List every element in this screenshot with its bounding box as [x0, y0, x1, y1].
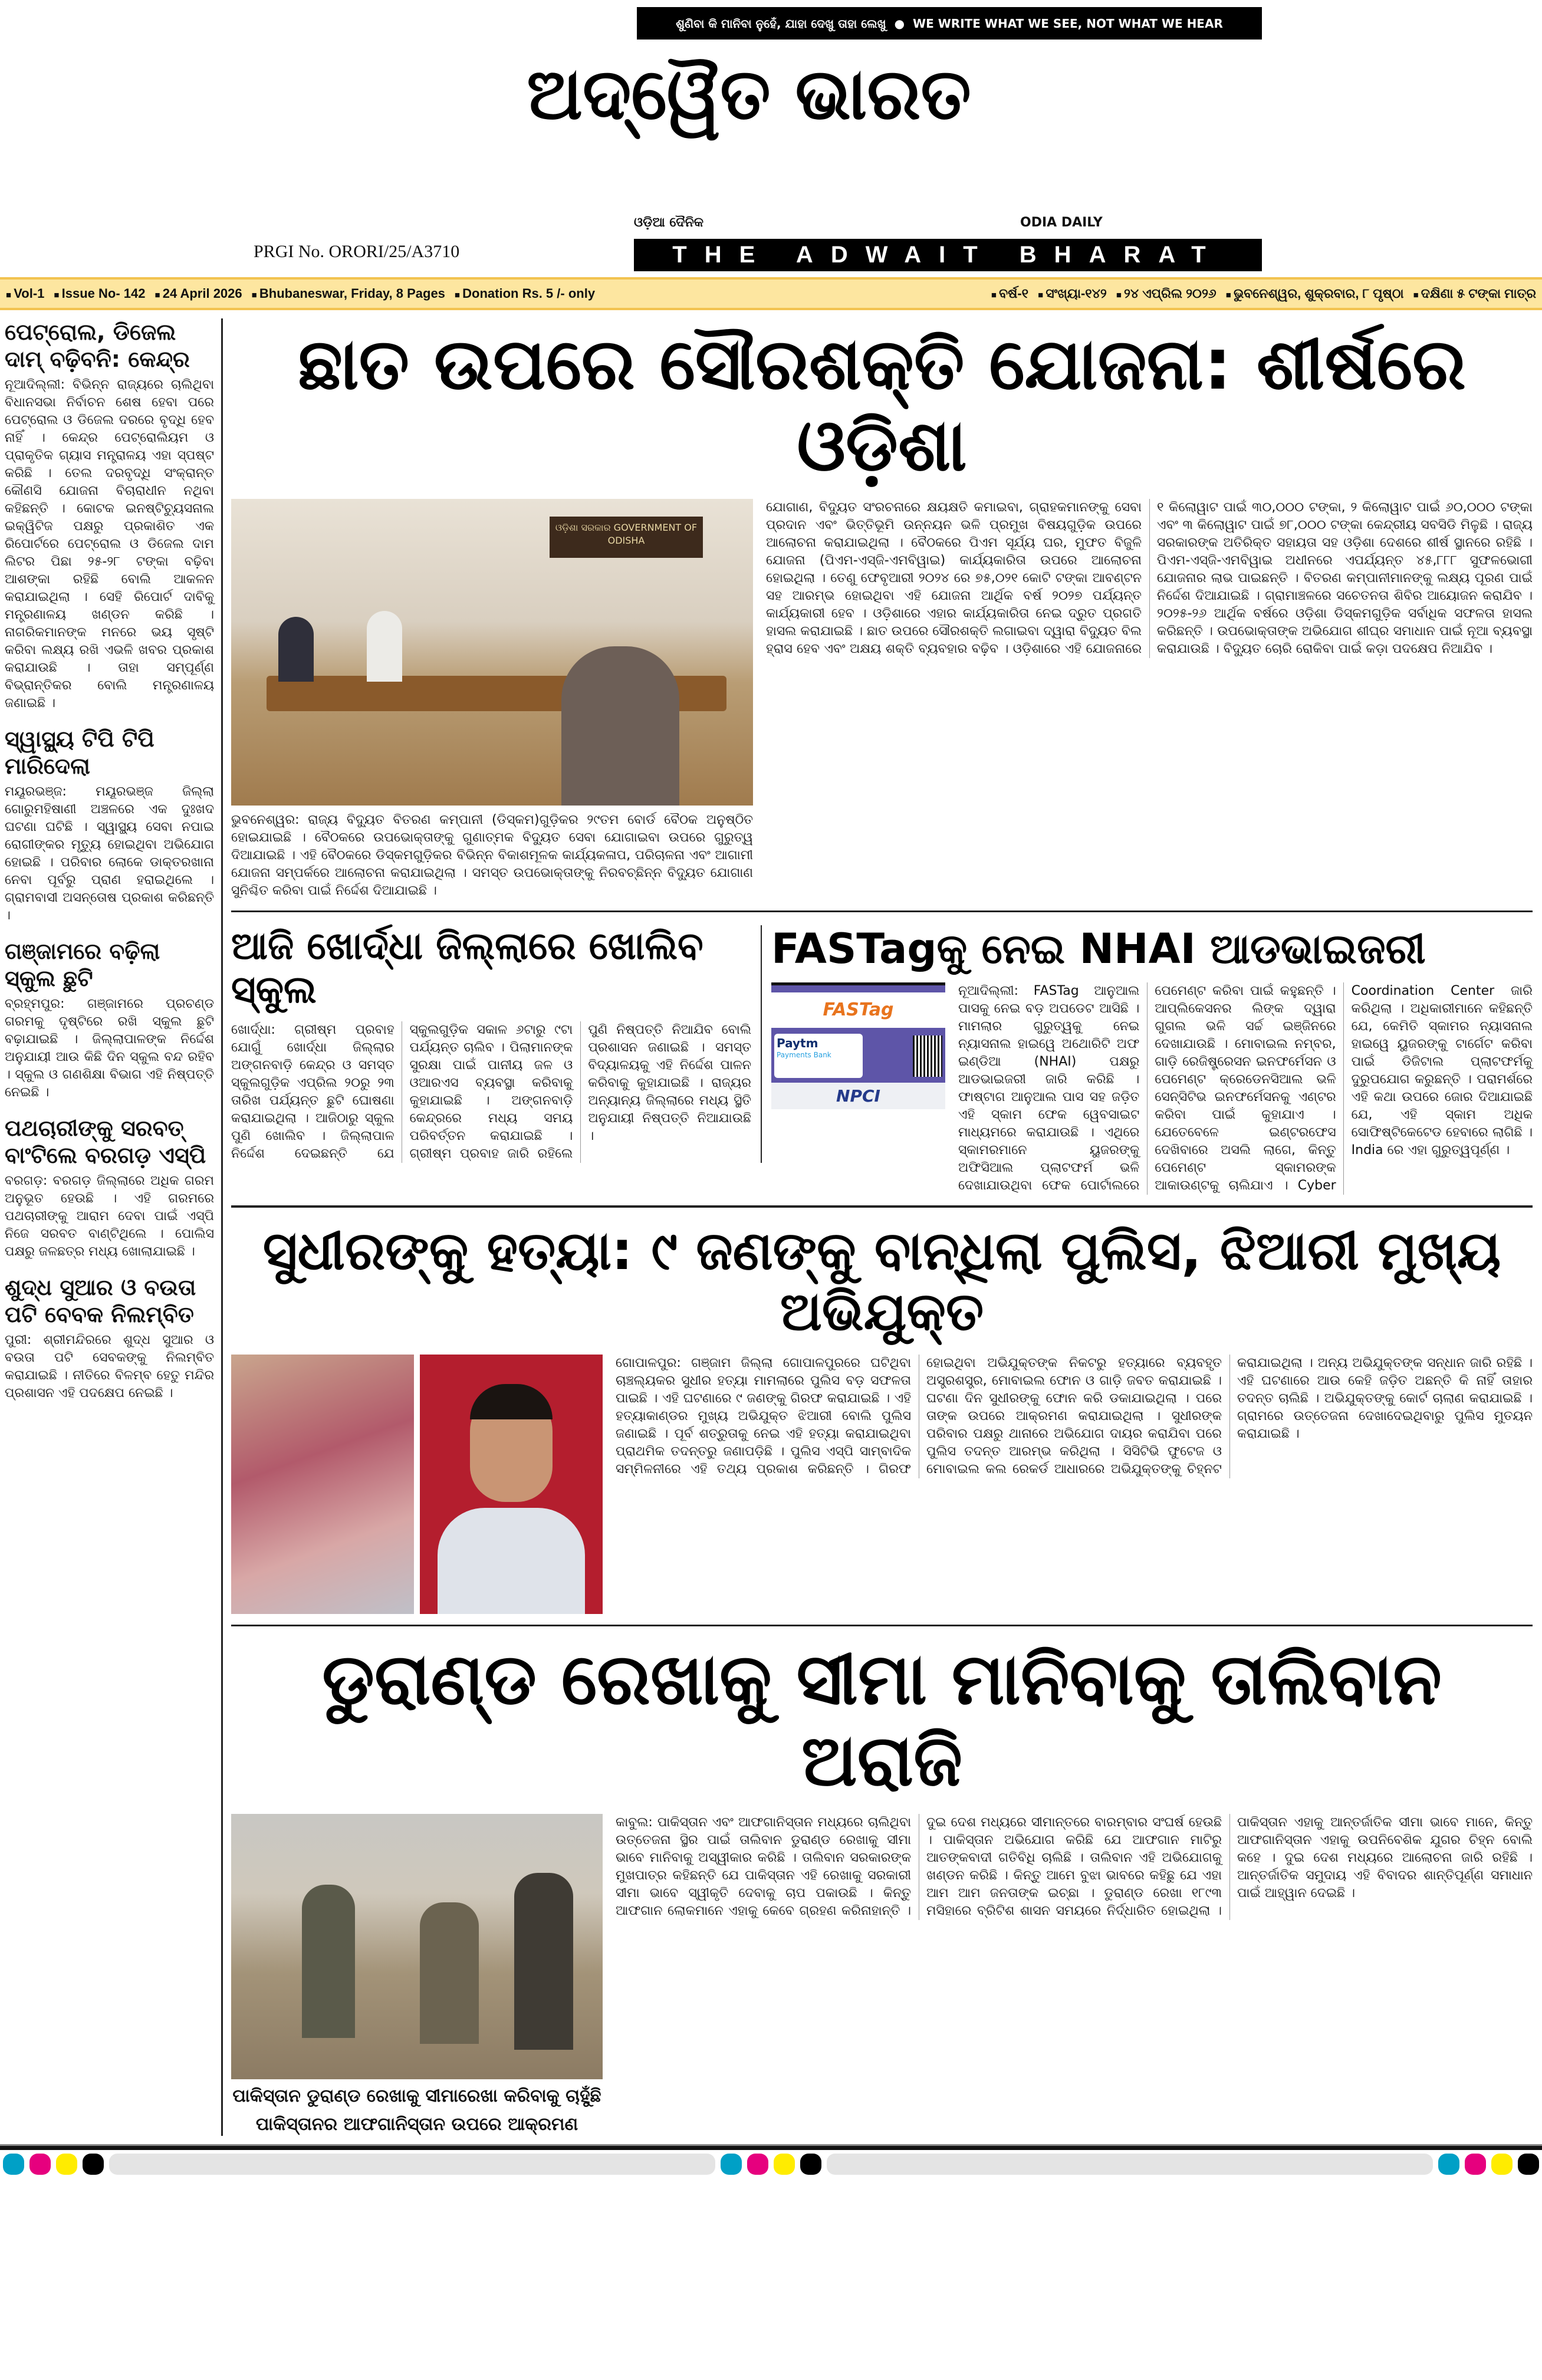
murder-photos [231, 1355, 603, 1614]
cyan-swatch [721, 2154, 742, 2175]
shirt [438, 1508, 585, 1614]
fastag-row [771, 982, 1533, 1195]
paytm-logo [774, 1034, 863, 1078]
taliban-subheading: ପାକିସ୍ତାନର ଆଫଗାନିସ୍ତାନ ଉପରେ ଆକ୍ରମଣ [255, 2113, 578, 2135]
school-story [231, 925, 762, 1163]
magenta-swatch [1465, 2154, 1486, 2175]
price-odia: ■ ଦକ୍ଷିଣା ୫ ଟଙ୍କା ମାତ୍ର [1413, 286, 1536, 301]
yellow-swatch [56, 2154, 77, 2175]
soldier-figure [514, 1873, 573, 2050]
magenta-swatch [29, 2154, 51, 2175]
lead-row [231, 499, 1533, 900]
lead-photo-caption: ଭୁବନେଶ୍ୱର: ରାଜ୍ୟ ବିଦ୍ୟୁତ ବିତରଣ କମ୍ପାନୀ (ଡିସ୍କମ)ଗୁଡ଼ିକର ୨୯ତମ ବୋର୍ଡ ବୈଠକ ଅନୁଷ୍ଠିତ ହୋଇଯାଇଛି । ବୈଠକରେ ଉପଭୋକ୍ତାଙ୍କୁ ଗୁଣାତ୍ମକ ବିଦ୍ୟୁତ ସେବା ଯୋଗାଇବା ଉପରେ ଗୁରୁତ୍ୱ ଦିଆଯାଇଛି । ଏହି ବୈଠକରେ ଡିସ୍କମଗୁଡ଼ିକର ବିଭିନ୍ନ ବିକାଶମୂଳକ କାର୍ଯ୍ୟକଳାପ, ପରିଚାଳନା ଏବଂ ଆଗାମୀ ଯୋଜନା ସମ୍ପର୍କରେ ଆଲୋଚନା କରାଯାଇଥିଲା । ସମସ୍ତ ଉପଭୋକ୍ତାଙ୍କୁ ନିରବଚ୍ଛିନ୍ନ ବିଦ୍ୟୁତ ଯୋଗାଣ ସୁନିଶ୍ଚିତ କରିବା ପାଇଁ ନିର୍ଦ୍ଦେଶ ଦିଆଯାଇଛି । [231, 813, 753, 898]
soldiers-photo [231, 1814, 603, 2079]
english-title: THE ADWAIT BHARAT [634, 239, 1262, 271]
murder-headline: ସୁଧୀରଙ୍କୁ ହତ୍ୟା: ୯ ଜଣଙ୍କୁ ବାନ୍ଧିଲା ପୁଲିସ, ଝିଆରୀ ମୁଖ୍ୟ ଅଭିଯୁକ୍ତ [262, 1219, 1501, 1343]
hair [470, 1384, 553, 1419]
left-story-headline: ଗଞ୍ଜାମରେ ବଢ଼ିଲା ସ୍କୁଲ ଛୁଟି [5, 938, 160, 991]
lead-headline: ଛାତ ଉପରେ ସୌରଶକ୍ତି ଯୋଜନା: ଶୀର୍ଷରେ ଓଡ଼ିଶା [298, 324, 1466, 487]
date: ■ 24 April 2026 [154, 286, 242, 301]
left-story [5, 318, 214, 712]
black-swatch [1518, 2154, 1539, 2175]
tagline-odia: ଶୁଣିବା କି ମାନିବା ନୁହେଁ, ଯାହା ଦେଖୁ ତାହା ଲେଖୁ [676, 16, 886, 31]
left-story-body: ବରଗଡ଼: ବରଗଡ଼ ଜିଲ୍ଲାରେ ଅଧିକ ଗରମ ଅନୁଭୂତ ହେଉଛି । ଏହି ଗରମରେ ପଥଚାରୀଙ୍କୁ ଆରାମ ଦେବା ପାଇଁ ଏସ୍‌ପି ନିଜେ ସରବତ ବାଣ୍ଟିଥିଲେ । ପୋଲିସ ପକ୍ଷରୁ ଜଳଛତ୍ର ମଧ୍ୟ ଖୋଲାଯାଇଛି । [5, 1173, 214, 1259]
left-story [5, 938, 214, 1102]
grey-bar [109, 2154, 715, 2175]
volume-odia: ■ ବର୍ଷ-୧ [991, 286, 1028, 301]
black-swatch [83, 2154, 104, 2175]
bullet-icon: ● [894, 16, 905, 31]
price: ■ Donation Rs. 5 /- only [455, 286, 595, 301]
grey-bar [827, 2154, 1433, 2175]
left-story-body: ପୁରୀ: ଶ୍ରୀମନ୍ଦିରରେ ଶୁଦ୍ଧ ସୁଆର ଓ ବଉତା ପଟି ସେବକଙ୍କୁ ନିଲମ୍ବିତ କରାଯାଇଛି । ନୀତିରେ ବିଳମ୍ବ ହେତୁ ମନ୍ଦିର ପ୍ରଶାସନ ଏହି ପଦକ୍ଷେପ ନେଇଛି । [5, 1333, 214, 1401]
taliban-body: କାବୁଲ: ପାକିସ୍ତାନ ଏବଂ ଆଫଗାନିସ୍ତାନ ମଧ୍ୟରେ ଚାଲିଥିବା ଉତ୍ତେଜନା ସ୍ଥିର ପାଇଁ ତାଲିବାନ ଡୁରାଣ୍ଡ ରେଖାକୁ ସୀମା ଭାବେ ମାନିବାକୁ ଅସ୍ୱୀକାର କରିଛି । ତାଲିବାନ ସରକାରଙ୍କ ମୁଖପାତ୍ର କହିଛନ୍ତି ଯେ ପାକିସ୍ତାନ ଏହି ରେଖାକୁ ସରକାରୀ ସୀମା ଭାବେ ସ୍ୱୀକୃତି ଦେବାକୁ ଚାପ ପକାଉଛି । କିନ୍ତୁ ଆଫଗାନ ଲୋକମାନେ ଏହାକୁ କେବେ ଗ୍ରହଣ କରିନାହାନ୍ତି । ଦୁଇ ଦେଶ ମଧ୍ୟରେ ସୀମାନ୍ତରେ ବାରମ୍ବାର ସଂଘର୍ଷ ହେଉଛି । ପାକିସ୍ତାନ ଅଭିଯୋଗ କରିଛି ଯେ ଆଫଗାନ ମାଟିରୁ ଆତଙ୍କବାଦୀ ଗତିବିଧି ଚାଲିଛି । ତାଲିବାନ ଏହି ଅଭିଯୋଗକୁ ଖଣ୍ଡନ କରିଛି । କିନ୍ତୁ ଆମେ ବୁଝା ଭାବରେ କହିଛୁ ଯେ ଏହା ଆମ ଆମ ଜନତାଙ୍କ ଇଚ୍ଛା । ଡୁରାଣ୍ଡ ରେଖା ୧୮୯୩ ମସିହାରେ ବ୍ରିଟିଶ ଶାସନ ସମୟରେ ନିର୍ଦ୍ଧାରିତ ହୋଇଥିଲା । ପାକିସ୍ତାନ ଏହାକୁ ଆନ୍ତର୍ଜାତିକ ସୀମା ଭାବେ ମାନେ, କିନ୍ତୁ ଆଫଗାନିସ୍ତାନ ଏହାକୁ ଉପନିବେଶିକ ଯୁଗର ଚିହ୍ନ ବୋଲି କହେ । ଦୁଇ ଦେଶ ମଧ୍ୟରେ ଆଲୋଚନା ଜାରି ରହିଛି । ଆନ୍ତର୍ଜାତିକ ସମୁଦାୟ ଏହି ବିବାଦର ଶାନ୍ତିପୂର୍ଣ୍ଣ ସମାଧାନ ପାଇଁ ଆହ୍ୱାନ ଦେଇଛି । [616, 1814, 1533, 1918]
footer-rule [0, 2144, 1542, 2150]
left-story [5, 1115, 214, 1261]
place-day-pages: ■ Bhubaneswar, Friday, 8 Pages [252, 286, 445, 301]
fastag-image-block [771, 982, 945, 1109]
person-figure [278, 617, 314, 682]
left-story-body: ନୂଆଦିଲ୍ଲୀ: ବିଭିନ୍ନ ରାଜ୍ୟରେ ଚାଲିଥିବା ବିଧାନସଭା ନିର୍ବାଚନ ଶେଷ ହେବା ପରେ ପେଟ୍ରୋଲ ଓ ଡିଜେଲ ଦରରେ ବୃଦ୍ଧି ହେବ ନାହିଁ । କେନ୍ଦ୍ର ପେଟ୍ରୋଲିୟମ ଓ ପ୍ରାକୃତିକ ଗ୍ୟାସ ମନ୍ତ୍ରାଳୟ ଏହା ସ୍ପଷ୍ଟ କରିଛି । ତେଲ ଦରବୃଦ୍ଧି ସଂକ୍ରାନ୍ତ କୌଣସି ଯୋଜନା ବିଚାରାଧୀନ ନଥିବା କହିଛନ୍ତି । କୋଟକ ଇନଷ୍ଟିଚ୍ୟୁସନାଲ ଇକ୍ୱିଟିଜ ପକ୍ଷରୁ ପ୍ରକାଶିତ ଏକ ରିପୋର୍ଟରେ ପେଟ୍ରୋଲ ଓ ଡିଜେଲ ଦାମ ଲିଟର ପିଛା ୨୫-୨୮ ଟଙ୍କା ବଢ଼ିବା ଆଶଙ୍କା ରହିଛି ବୋଲି ଆକଳନ କରାଯାଇଥିଲା । ସେହି ରିପୋର୍ଟ ଦାବିକୁ ମନ୍ତ୍ରଣାଳୟ ଖଣ୍ଡନ କରିଛି । ନାଗରିକମାନଙ୍କ ମନରେ ଭୟ ସୃଷ୍ଟି କରିବା ଲକ୍ଷ୍ୟ ରଖି ଏଭଳି ଖବର ପ୍ରକାଶ କରାଯାଉଛି । ତାହା ସମ୍ପୂର୍ଣ୍ଣ ବିଭ୍ରାନ୍ତିକର ବୋଲି ମନ୍ତ୍ରଣାଳୟ ଜଣାଇଛି । [5, 377, 214, 711]
odia-daily-odia: ଓଡ଼ିଆ ଦୈନିକ [634, 215, 703, 230]
tagline-english: WE WRITE WHAT WE SEE, NOT WHAT WE HEAR [913, 16, 1223, 31]
victim-photo [420, 1355, 603, 1614]
school-body: ଖୋର୍ଦ୍ଧା: ଗ୍ରୀଷ୍ମ ପ୍ରବାହ ଯୋଗୁଁ ଖୋର୍ଦ୍ଧା ଜିଲ୍ଲାର ଅଙ୍ଗନବାଡ଼ି କେନ୍ଦ୍ର ଓ ସମସ୍ତ ସ୍କୁଲଗୁଡ଼ିକ ଏପ୍ରିଲ ୨୦ରୁ ୨୩ ତାରିଖ ପର୍ଯ୍ୟନ୍ତ ଛୁଟି ଘୋଷଣା କରାଯାଇଥିଲା । ଆଜିଠାରୁ ସ୍କୁଲ ପୁଣି ଖୋଲିବ । ଜିଲ୍ଲାପାଳ ନିର୍ଦ୍ଦେଶ ଦେଇଛନ୍ତି ଯେ ସ୍କୁଲଗୁଡ଼ିକ ସକାଳ ୬ଟାରୁ ୯ଟା ପର୍ଯ୍ୟନ୍ତ ଚାଲିବ । ପିଲାମାନଙ୍କ ସୁରକ୍ଷା ପାଇଁ ପାନୀୟ ଜଳ ଓ ଓଆରଏସ ବ୍ୟବସ୍ଥା କରିବାକୁ କୁହାଯାଇଛି । ଅଙ୍ଗନବାଡ଼ି କେନ୍ଦ୍ରରେ ମଧ୍ୟ ସମୟ ପରିବର୍ତ୍ତନ କରାଯାଇଛି । ଗ୍ରୀଷ୍ମ ପ୍ରବାହ ଜାରି ରହିଲେ ପୁଣି ନିଷ୍ପତ୍ତି ନିଆଯିବ ବୋଲି ପ୍ରଶାସନ ଜଣାଇଛି । ସମସ୍ତ ବିଦ୍ୟାଳୟକୁ ଏହି ନିର୍ଦ୍ଦେଶ ପାଳନ କରିବାକୁ କୁହାଯାଇଛି । ରାଜ୍ୟର ଅନ୍ୟାନ୍ୟ ଜିଲ୍ଲାରେ ମଧ୍ୟ ସ୍ଥିତି ଅନୁଯାୟୀ ନିଷ୍ପତ୍ତି ନିଆଯାଉଛି । [231, 1023, 751, 1162]
fastag-body: ନୂଆଦିଲ୍ଲୀ: FASTag ଆନୁଆଲ ପାସକୁ ନେଇ ବଡ଼ ଅପଡେଟ ଆସିଛି । ମାମଲାର ଗୁରୁତ୍ୱକୁ ନେଇ ନ୍ୟାସନାଲ ହାଇୱେ ଅଥୋରିଟି ଅଫ ଇଣ୍ଡିଆ (NHAI) ପକ୍ଷରୁ ଆଡଭାଇଜରୀ ଜାରି କରିଛି । ଫାଷ୍ଟାଗ ଆନୁଆଲ ପାସ ସହ ଜଡ଼ିତ ଏହି ସ୍କାମ ଫେକ ୱେବସାଇଟ ମାଧ୍ୟମରେ କରାଯାଉଛି । ଏଥିରେ ସ୍କାମରମାନେ ୟୁଜରଙ୍କୁ ଅଫିସିଆଲ ପ୍ଲାଟଫର୍ମ ଭଳି ଦେଖାଯାଉଥିବା ଫେକ ପୋର୍ଟାଲରେ ପେମେଣ୍ଟ କରିବା ପାଇଁ କହୁଛନ୍ତି । ଆପ୍ଲିକେସନର ଲିଙ୍କ ଦ୍ୱାରା ଗୁଗଲ ଭଳି ସର୍ଚ୍ଚ ଇଞ୍ଜିନରେ ଦେଖାଯାଉଛି । ମୋବାଇଲ ନମ୍ବର, ଗାଡ଼ି ରେଜିଷ୍ଟ୍ରେସନ ଇନଫର୍ମେସନ ଓ ପେମେଣ୍ଟ କ୍ରେଡେନସିଆଲ ଭଳି ସେନ୍ସିଟିଭ ଇନଫର୍ମେସନକୁ ଏଣ୍ଟର କରିବା ପାଇଁ କୁହାଯାଏ । ଯେତେବେଳେ ଇଣ୍ଟରଫେସ ଦେଖିବାରେ ଅସଲି ଲାଗେ, କିନ୍ତୁ ପେମେଣ୍ଟ ସ୍କାମରଙ୍କ ଆକାଉଣ୍ଟକୁ ଚାଲିଯାଏ । Cyber Coordination Center ଜାରି କରିଥିଲା । ଅଧିକାରୀମାନେ କହିଛନ୍ତି ଯେ, କେମିତି ସ୍କାମର ନ୍ୟାସନାଲ ହାଇୱେ ୟୁଜରଙ୍କୁ ଟାର୍ଗେଟ କରିବା ପାଇଁ ଡିଜିଟାଲ ପ୍ଲାଟଫର୍ମକୁ ଦୁରୁପଯୋଗ କରୁଛନ୍ତି । ପରାମର୍ଶରେ ଏହି କଥା ଉପରେ ଜୋର ଦିଆଯାଇଛି ଯେ, ଏହି ସ୍କାମ ଅଧିକ ସୋଫିଷ୍ଟିକେଟେଡ ହେବାରେ ଲାଗିଛି । India ରେ ଏହା ଗୁରୁତ୍ୱପୂର୍ଣ୍ଣ । [958, 983, 1533, 1193]
left-story-headline: ପଥଚାରୀଙ୍କୁ ସରବତ୍ ବାଂଟିଲେ ବରଗଡ଼ ଏସ୍‌ପି [5, 1115, 206, 1168]
main-content [223, 318, 1533, 2136]
npci-logo: NPCI [771, 1083, 945, 1109]
fastag-image [771, 982, 945, 1083]
lead-photo [231, 499, 753, 806]
tagline-box [637, 7, 1262, 40]
murder-row [231, 1355, 1533, 1614]
taliban-headline: ଡୁରାଣ୍ଡ ରେଖାକୁ ସୀମା ମାନିବାକୁ ତାଲିବାନ ଅରାଜି [322, 1638, 1442, 1802]
page-body [0, 310, 1542, 2136]
volume: ■ Vol-1 [6, 286, 44, 301]
lead-body: ଯୋଗାଣ, ବିଦ୍ୟୁତ ସଂରଚନାରେ କ୍ଷୟକ୍ଷତି କମାଇବା, ଗ୍ରାହକମାନଙ୍କୁ ସେବା ପ୍ରଦାନ ଏବଂ ଭିତ୍ତିଭୂମି ଉନ୍ନୟନ ଭଳି ପ୍ରମୁଖ ବିଷୟଗୁଡ଼ିକ ଉପରେ ଆଲୋଚନା କରାଯାଇଥିଲା । ବୈଠକରେ ପିଏମ ସୂର୍ଯ୍ୟ ଘର, ମୁଫତ ବିଜୁଳି ଯୋଜନା (ପିଏମ-ଏସ୍‌ଜି-ଏମବିୱାଇ) କାର୍ଯ୍ୟକାରିତା ଉପରେ ଆଲୋଚନା ହୋଇଥିଲା । ତେଣୁ ଫେବୃଆରୀ ୨୦୨୪ ରେ ୭୫,୦୨୧ କୋଟି ଟଙ୍କା ଆବଣ୍ଟନ ସହ ଆରମ୍ଭ ହୋଇଥିବା ଏହି ଯୋଜନା ଆର୍ଥିକ ବର୍ଷ ୨୦୨୭ ପର୍ଯ୍ୟନ୍ତ କାର୍ଯ୍ୟକାରୀ ହେବ । ଓଡ଼ିଶାରେ ଏହାର କାର୍ଯ୍ୟକାରିତା ନେଇ ଦ୍ରୁତ ପ୍ରଗତି ହାସଲ କରାଯାଇଛି । ଛାତ ଉପରେ ସୌରଶକ୍ତି ଲଗାଇବା ଦ୍ୱାରା ବିଦ୍ୟୁତ ବିଲ ହ୍ରାସ ହେବ ଏବଂ ଅକ୍ଷୟ ଶକ୍ତି ବ୍ୟବହାର ବଢ଼ିବ । ଓଡ଼ିଶାରେ ଏହି ଯୋଜନାରେ ୧ କିଲୋୱାଟ ପାଇଁ ୩୦,୦୦୦ ଟଙ୍କା, ୨ କିଲୋୱାଟ ପାଇଁ ୬୦,୦୦୦ ଟଙ୍କା ଏବଂ ୩ କିଲୋୱାଟ ପାଇଁ ୭୮,୦୦୦ ଟଙ୍କା କେନ୍ଦ୍ରୀୟ ସବସିଡି ମିଳୁଛି । ରାଜ୍ୟ ସରକାରଙ୍କ ଅତିରିକ୍ତ ସହାୟତା ସହ ଓଡ଼ିଶା ଦେଶରେ ଶୀର୍ଷ ସ୍ଥାନରେ ରହିଛି । ପିଏମ-ଏସ୍‌ଜି-ଏମବିୱାଇ ଅଧୀନରେ ଏପର୍ଯ୍ୟନ୍ତ ୪୫,୮୮୮ ସୁଫଳଭୋଗୀ ଯୋଜନାର ଲାଭ ପାଇଛନ୍ତି । ବିତରଣ କମ୍ପାନୀମାନଙ୍କୁ ଲକ୍ଷ୍ୟ ପୂରଣ ପାଇଁ ନିର୍ଦ୍ଦେଶ ଦିଆଯାଇଛି । ଗ୍ରାମାଞ୍ଚଳରେ ସଚେତନତା ଶିବିର ଆୟୋଜନ କରାଯିବ । ୨୦୨୫-୨୬ ଆର୍ଥିକ ବର୍ଷରେ ଓଡ଼ିଶା ଡିସ୍କମଗୁଡ଼ିକ ସର୍ବାଧିକ ସଫଳତା ହାସଲ କରିଛନ୍ତି । ଉପଭୋକ୍ତାଙ୍କ ଅଭିଯୋଗ ଶୀଘ୍ର ସମାଧାନ ପାଇଁ ନୂଆ ବ୍ୟବସ୍ଥା କରାଯାଉଛି । ବିଦ୍ୟୁତ ଚୋରି ରୋକିବା ପାଇଁ କଡ଼ା ପଦକ୍ଷେପ ନିଆଯିବ । [766, 500, 1533, 656]
barcode [913, 1036, 942, 1077]
issue-number: ■ Issue No- 142 [54, 286, 145, 301]
odia-daily-english: ODIA DAILY [1020, 215, 1103, 230]
registration-bar [0, 2154, 1542, 2175]
taliban-photo-caption: ପାକିସ୍ତାନ ଡୁରାଣ୍ଡ ରେଖାକୁ ସୀମାରେଖା କରିବାକୁ ଚାହୁଁଛି [232, 2085, 601, 2106]
fastag-logo: FASTag [823, 1000, 894, 1020]
photo-banner: ଓଡ଼ିଶା ସରକାର GOVERNMENT OF ODISHA [550, 517, 703, 558]
taliban-row [231, 1814, 1533, 2136]
dateline-odia [991, 286, 1536, 301]
lead-story [231, 318, 1533, 912]
left-story-body: ମୟୂରଭଞ୍ଜ: ମୟୂରଭଞ୍ଜ ଜିଲ୍ଲା ଗୋରୁମହିଷାଣୀ ଅଞ୍ଚଳରେ ଏକ ଦୁଃଖଦ ଘଟଣା ଘଟିଛି । ସ୍ୱାସ୍ଥ୍ୟ ସେବା ନପାଇ ରୋଗୀଙ୍କର ମୃତ୍ୟୁ ହୋଇଥିବା ଅଭିଯୋଗ ହୋଇଛି । ପରିବାର ଲୋକେ ଡାକ୍ତରଖାନା ନେବା ପୂର୍ବରୁ ପ୍ରାଣ ହରାଇଥିଲେ । ଗ୍ରାମବାସୀ ଅସନ୍ତୋଷ ପ୍ରକାଶ କରିଛନ୍ତି । [5, 784, 214, 923]
masthead [0, 0, 1542, 277]
left-story-headline: ଶୁଦ୍ଧ ସୁଆର ଓ ବଉତା ପଟି ବେବକ ନିଲମ୍ବିତ [5, 1274, 196, 1327]
footer [0, 2144, 1542, 2183]
taliban-story [231, 1633, 1533, 2136]
prgi-number: PRGI No. ORORI/25/A3710 [254, 242, 460, 261]
murder-story [231, 1215, 1533, 1626]
soldier-figure [420, 1902, 479, 2044]
left-story-headline: ପେଟ୍ରୋଲ, ଡିଜେଲ ଦାମ୍ ବଢ଼ିବନି: କେନ୍ଦ୍ର [5, 319, 190, 372]
cyan-swatch [1438, 2154, 1459, 2175]
date-odia: ■ ୨୪ ଏପ୍ରିଲ ୨୦୨୬ [1116, 286, 1216, 301]
magenta-swatch [747, 2154, 768, 2175]
fastag-headline: FASTagକୁ ନେଇ NHAI ଆଡଭାଇଜରୀ [771, 925, 1426, 973]
black-swatch [800, 2154, 821, 2175]
soldier-figure [302, 1885, 355, 2038]
place-day-pages-odia: ■ ଭୁବନେଶ୍ୱର, ଶୁକ୍ରବାର, ୮ ପୃଷ୍ଠା [1226, 286, 1404, 301]
dateline-english [6, 286, 595, 301]
yellow-swatch [1491, 2154, 1513, 2175]
paytm-sub-label: Payments Bank [777, 1050, 831, 1059]
left-column [5, 318, 223, 2136]
lead-photo-block [231, 499, 753, 900]
newspaper-logo: ଅଦ୍ୱୈତ ଭାରତ [527, 52, 971, 136]
left-story-body: ବ୍ରହ୍ମପୁର: ଗଞ୍ଜାମରେ ପ୍ରଚଣ୍ଡ ଗରମକୁ ଦୃଷ୍ଟିରେ ରଖି ସ୍କୁଲ ଛୁଟି ବଢ଼ାଯାଇଛି । ଜିଲ୍ଲାପାଳଙ୍କ ନିର୍ଦ୍ଦେଶ ଅନୁଯାୟୀ ଆଉ କିଛି ଦିନ ସ୍କୁଲ ବନ୍ଦ ରହିବ । ସ୍କୁଲ ଓ ଗଣଶିକ୍ଷା ବିଭାଗ ଏହି ନିଷ୍ପତ୍ତି ନେଇଛି । [5, 997, 214, 1100]
cyan-swatch [3, 2154, 24, 2175]
issue-number-odia: ■ ସଂଖ୍ୟା-୧୪୨ [1038, 286, 1107, 301]
school-headline: ଆଜି ଖୋର୍ଦ୍ଧା ଜିଲ୍ଲାରେ ଖୋଲିବ ସ୍କୁଲ [231, 925, 703, 1012]
accused-photo [231, 1355, 414, 1614]
paytm-label: Paytm [777, 1036, 818, 1050]
yellow-swatch [774, 2154, 795, 2175]
left-story [5, 1274, 214, 1402]
murder-body: ଗୋପାଳପୁର: ଗଞ୍ଜାମ ଜିଲ୍ଲା ଗୋପାଳପୁରରେ ଘଟିଥିବା ଚାଞ୍ଚଲ୍ୟକର ସୁଧୀର ହତ୍ୟା ମାମଲାରେ ପୁଲିସ ବଡ଼ ସଫଳତା ପାଇଛି । ଏହି ଘଟଣାରେ ୯ ଜଣଙ୍କୁ ଗିରଫ କରାଯାଇଛି । ଏହି ହତ୍ୟାକାଣ୍ଡର ମୁଖ୍ୟ ଅଭିଯୁକ୍ତ ଝିଆରୀ ବୋଲି ପୁଲିସ ଜଣାଇଛି । ପୂର୍ବ ଶତ୍ରୁତାକୁ ନେଇ ଏହି ହତ୍ୟା କରାଯାଇଥିବା ପ୍ରାଥମିକ ତଦନ୍ତରୁ ଜଣାପଡ଼ିଛି । ପୁଲିସ ଏସ୍‌ପି ସାମ୍ବାଦିକ ସମ୍ମିଳନୀରେ ଏହି ତଥ୍ୟ ପ୍ରକାଶ କରିଛନ୍ତି । ଗିରଫ ହୋଇଥିବା ଅଭିଯୁକ୍ତଙ୍କ ନିକଟରୁ ହତ୍ୟାରେ ବ୍ୟବହୃତ ଅସ୍ତ୍ରଶସ୍ତ୍ର, ମୋବାଇଲ ଫୋନ ଓ ଗାଡ଼ି ଜବତ କରାଯାଇଛି । ଘଟଣା ଦିନ ସୁଧୀରଙ୍କୁ ଫୋନ କରି ଡକାଯାଇଥିଲା । ପରେ ତାଙ୍କ ଉପରେ ଆକ୍ରମଣ କରାଯାଇଥିଲା । ସୁଧୀରଙ୍କ ପରିବାର ପକ୍ଷରୁ ଥାନାରେ ଅଭିଯୋଗ ଦାୟର କରାଯିବା ପରେ ପୁଲିସ ତଦନ୍ତ ଆରମ୍ଭ କରିଥିଲା । ସିସିଟିଭି ଫୁଟେଜ ଓ ମୋବାଇଲ କଲ ରେକର୍ଡ ଆଧାରରେ ଅଭିଯୁକ୍ତଙ୍କୁ ଚିହ୍ନଟ କରାଯାଇଥିଲା । ଅନ୍ୟ ଅଭିଯୁକ୍ତଙ୍କ ସନ୍ଧାନ ଜାରି ରହିଛି । ଏହି ଘଟଣାରେ ଆଉ କେହି ଜଡ଼ିତ ଅଛନ୍ତି କି ନାହିଁ ତାହାର ତଦନ୍ତ ଚାଲିଛି । ଅଭିଯୁକ୍ତଙ୍କୁ କୋର୍ଟ ଚାଲାଣ କରାଯାଇଛି । ଗ୍ରାମରେ ଉତ୍ତେଜନା ଦେଖାଦେଇଥିବାରୁ ପୁଲିସ ମୁତୟନ କରାଯାଇଛି । [616, 1355, 1533, 1477]
left-story-headline: ସ୍ୱାସ୍ଥ୍ୟ ଟିପି ଟିପି ମାରିଦେଲା [5, 726, 154, 779]
second-section [231, 919, 1533, 1208]
person-figure [561, 646, 679, 806]
taliban-photo-block [231, 1814, 603, 2136]
fastag-logo-band [771, 992, 945, 1028]
left-story [5, 725, 214, 925]
person-figure [367, 611, 402, 682]
fastag-story [762, 925, 1533, 1195]
dateline-strip [0, 277, 1542, 310]
